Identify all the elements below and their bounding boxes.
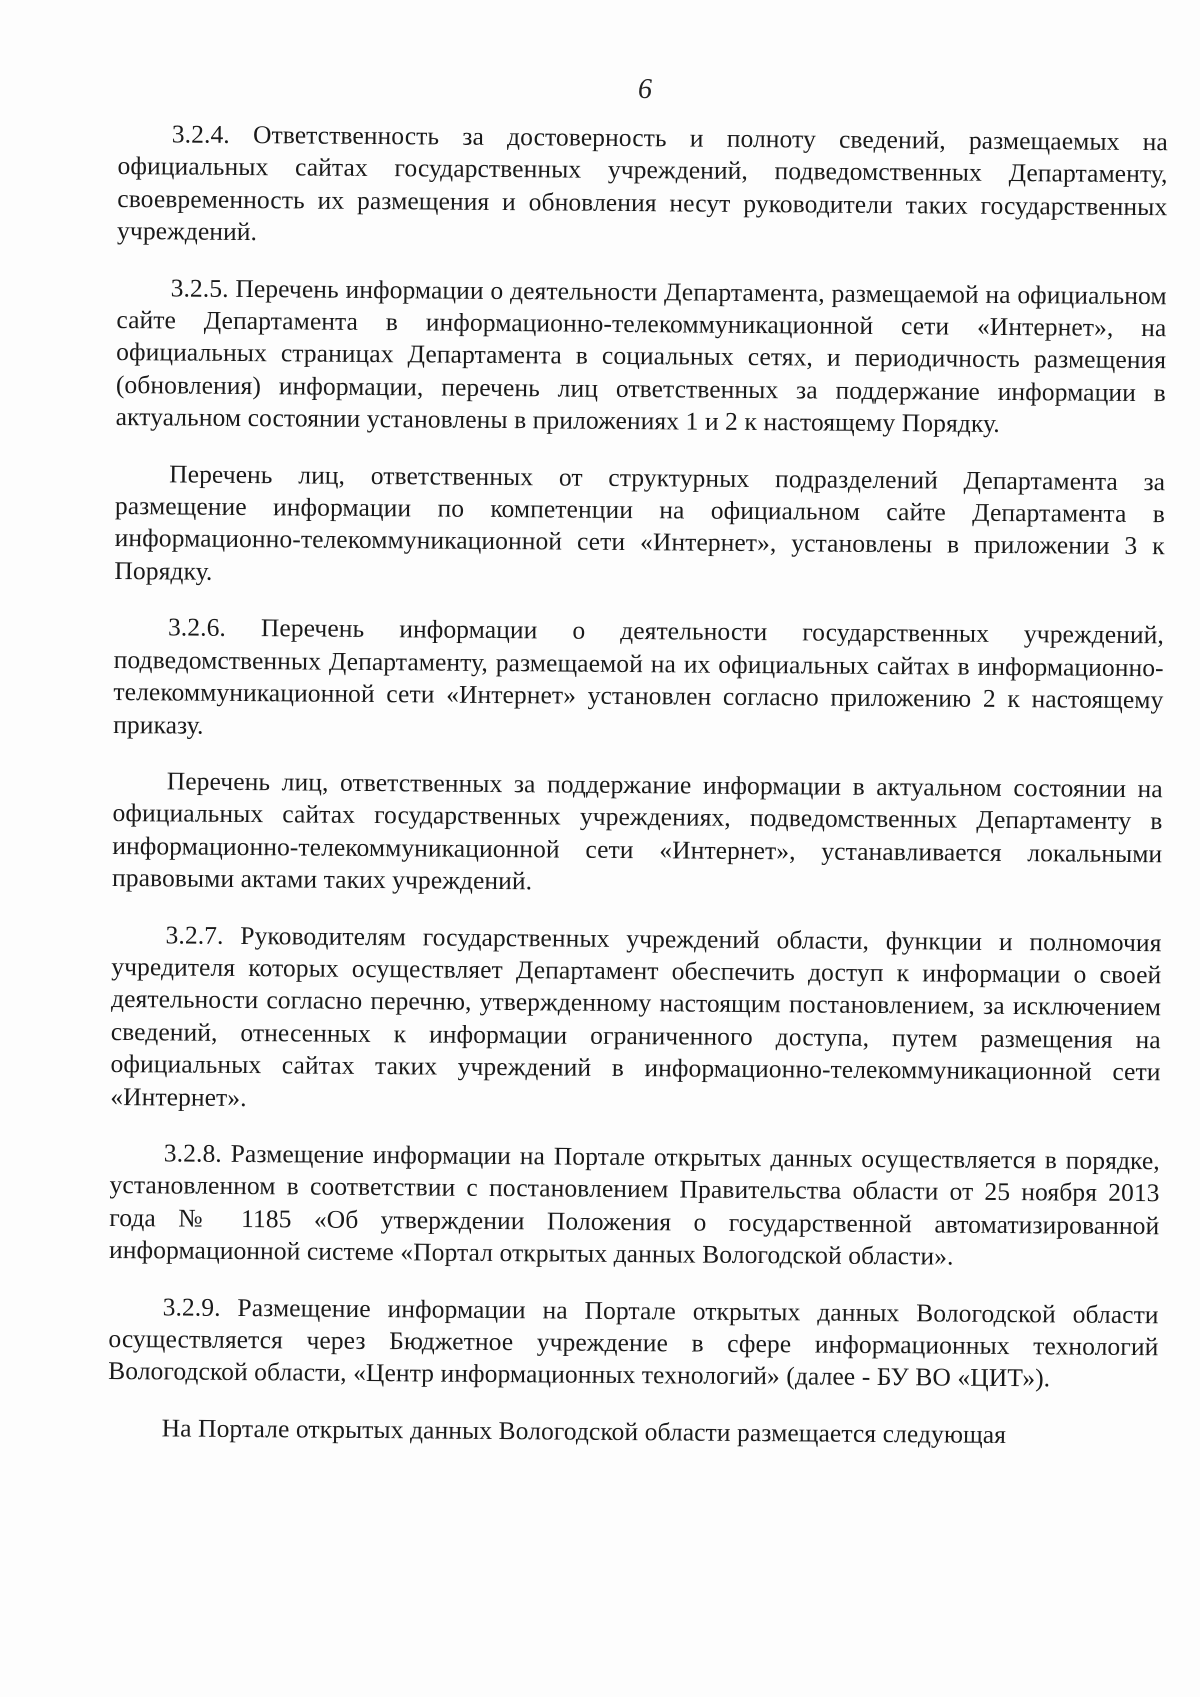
paragraph-responsible-persons-institutions: Перечень лиц, ответственных за поддержание информации в актуальном состоянии на официальных сайтах государственных учреждениях, подведомственных Департаменту в информационно-телекоммуникационной сети «Интернет», устанавливается локальными правовыми актами таких учреждений.: [111, 766, 1163, 896]
document-body: [108, 118, 1168, 1452]
paragraph-3-2-4: 3.2.4. Ответственность за достоверность и полноту сведений, размещаемых на официальных сайтах государственных учреждений, подведомственных Департаменту, своевременность их размещения и обновления несут руководители таких государственных учреждений.: [117, 119, 1168, 247]
paragraph-3-2-7: 3.2.7. Руководителям государственных учреждений области, функции и полномочия учредителя которых осуществляет Департамент обеспечить доступ к информации о своей деятельности согласно перечню, утвержденному настоящим постановлением, за исключением сведений, отнесенных к информации ограниченного доступа, путем размещения на официальных сайтах таких учреждений в информационно-телекоммуникационной сети «Интернет».: [110, 919, 1162, 1112]
paragraph-3-2-9: 3.2.9. Размещение информации на Портале открытых данных Вологодской области осуществляется через Бюджетное учреждение в сфере информационных технологий Вологодской области, «Центр информационных технологий» (далее - БУ ВО «ЦИТ»).: [108, 1291, 1159, 1393]
paragraph-3-2-8: 3.2.8. Размещение информации на Портале открытых данных осуществляется в порядке, установленном в соответствии с постановлением Правительства области от 25 ноября 2013 года № 1185 «Об утверждении Положения о государственной автоматизированной информационной системе «Портал открытых данных Вологодской области».: [108, 1138, 1160, 1271]
paragraph-3-2-6: 3.2.6. Перечень информации о деятельности государственных учреждений, подведомственных Департаменту, размещаемой на их официальных сайтах в информационно-телекоммуникационной сети «Интернет» установлен согласно приложению 2 к настоящему приказу.: [113, 612, 1165, 740]
paragraph-open-data-portal: На Портале открытых данных Вологодской области размещается следующая: [161, 1413, 1007, 1449]
paragraph-responsible-persons-departments: Перечень лиц, ответственных от структурных подразделений Департамента за размещение информации по компетенции на официальном сайте Департамента в информационно-телекоммуникационной сети «Интернет», установлены в приложении 3 к Порядку.: [114, 459, 1166, 586]
paragraph-3-2-5: 3.2.5. Перечень информации о деятельности Департамента, размещаемой на официальном сайте Департамента в информационно-телекоммуникационной сети «Интернет», на официальных страницах Департамента в социальных сетях, и периодичность размещения (обновления) информации, перечень лиц ответственных за поддержание информации в актуальном состоянии установлены в приложениях 1 и 2 к настоящему Порядку.: [115, 273, 1167, 439]
page-number: 6: [638, 74, 652, 105]
